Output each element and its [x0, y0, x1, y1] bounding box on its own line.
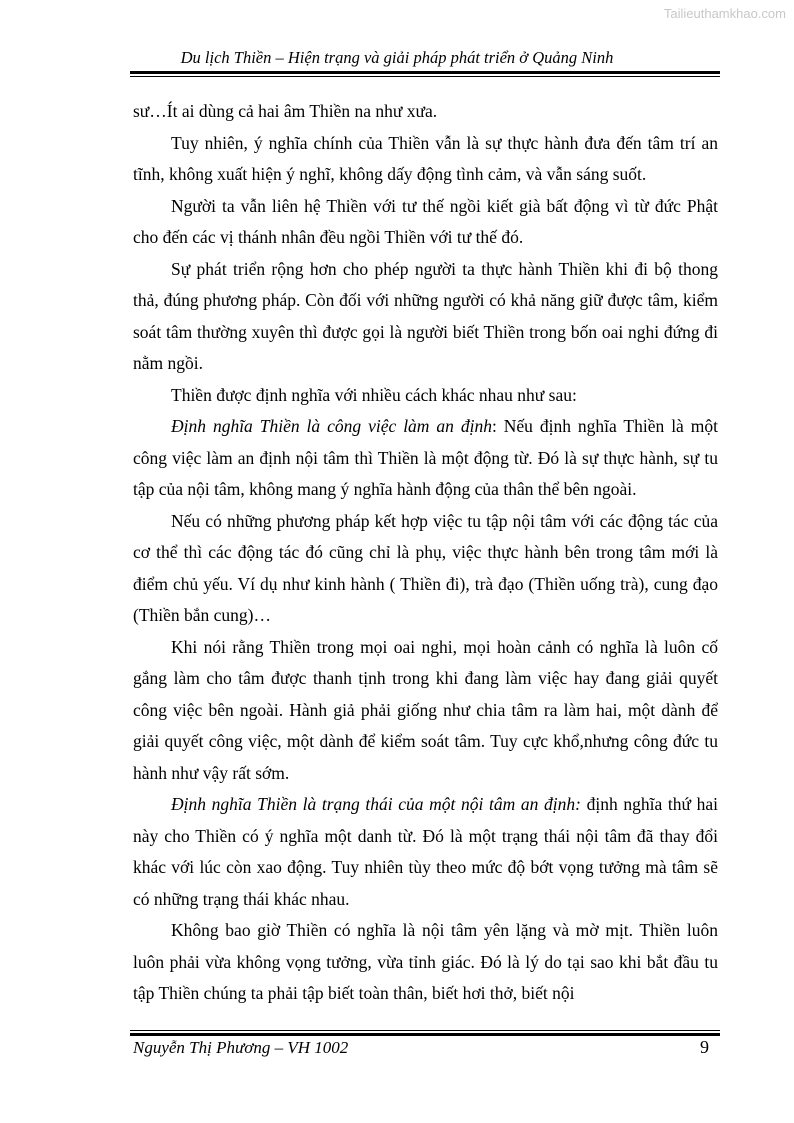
footer-author: Nguyễn Thị Phương – VH 1002: [133, 1038, 349, 1057]
paragraph: Người ta vẫn liên hệ Thiền với tư thế ngồi kiết già bất động vì từ đức Phật cho đến các vị thánh nhân đều ngồi Thiền với tư thế đó.: [133, 195, 718, 247]
paragraph: Nếu có những phương pháp kết hợp việc tu tập nội tâm với các động tác của cơ thể thì các động tác đó cũng chỉ là phụ, việc thực hành bên trong tâm mới là điểm chủ yếu. Ví dụ như kinh hành ( Thiền đi), trà đạo (Thiền uống trà), cung đạo (Thiền bắn cung)…: [133, 510, 718, 625]
page-body: [133, 96, 718, 1010]
paragraph: Tuy nhiên, ý nghĩa chính của Thiền vẫn là sự thực hành đưa đến tâm trí an tĩnh, không xuất hiện ý nghĩ, không dấy động tình cảm, và vẫn sáng suốt.: [133, 132, 718, 184]
paragraph: Thiền được định nghĩa với nhiều cách khác nhau như sau:: [171, 384, 577, 405]
footer-rule: [130, 1030, 720, 1031]
definition-text: : Nếu định nghĩa Thiền là một công việc làm an định nội tâm thì Thiền là một động từ. Đó là sự thực hành, sự tu tập của nội tâm, không mang ý nghĩa hành động của thân thể bên ngoài.: [133, 416, 718, 499]
running-header: Du lịch Thiền – Hiện trạng và giải pháp phát triển ở Quảng Ninh: [180, 48, 614, 67]
watermark: Tailieuthamkhao.com: [663, 6, 786, 21]
header-rule: [130, 71, 720, 74]
paragraph: Khi nói rằng Thiền trong mọi oai nghi, mọi hoàn cảnh có nghĩa là luôn cố gắng làm cho tâm được thanh tịnh trong khi đang làm việc hay đang giải quyết công việc bên ngoài. Hành giả phải giống như chia tâm ra làm hai, một dành để giải quyết công việc, một dành để kiểm soát tâm. Tuy cực khổ,nhưng công đức tu hành như vậy rất sớm.: [133, 636, 718, 783]
paragraph: sư…Ít ai dùng cả hai âm Thiền na như xưa.: [133, 101, 438, 121]
paragraph: Sự phát triển rộng hơn cho phép người ta thực hành Thiền khi đi bộ thong thả, đúng phương pháp. Còn đối với những người có khả năng giữ được tâm, kiểm soát tâm thường xuyên thì được gọi là người biết Thiền trong bốn oai nghi đứng đi nằm ngồi.: [133, 258, 718, 373]
page-number: 9: [700, 1037, 709, 1057]
definition-term: Định nghĩa Thiền là trạng thái của một nội tâm an định:: [171, 794, 581, 814]
definition-term: Định nghĩa Thiền là công việc làm an định: [171, 416, 492, 436]
paragraph-definition-1: [133, 411, 718, 506]
header-rule-thin: [130, 76, 720, 77]
paragraph-definition-2: [133, 789, 718, 915]
definition-text: định nghĩa thứ hai này cho Thiền có ý nghĩa một danh từ. Đó là một trạng thái nội tâm đã thay đổi khác với lúc còn xao động. Tuy nhiên tùy theo mức độ bớt vọng tưởng mà tâm sẽ có những trạng thái khác nhau.: [133, 794, 718, 909]
paragraph: Không bao giờ Thiền có nghĩa là nội tâm yên lặng và mờ mịt. Thiền luôn luôn phải vừa không vọng tưởng, vừa tỉnh giác. Đó là lý do tại sao khi bắt đầu tu tập Thiền chúng ta phải tập biết toàn thân, biết hơi thở, biết nội: [133, 920, 718, 1003]
footer-rule-thick: [130, 1033, 720, 1036]
